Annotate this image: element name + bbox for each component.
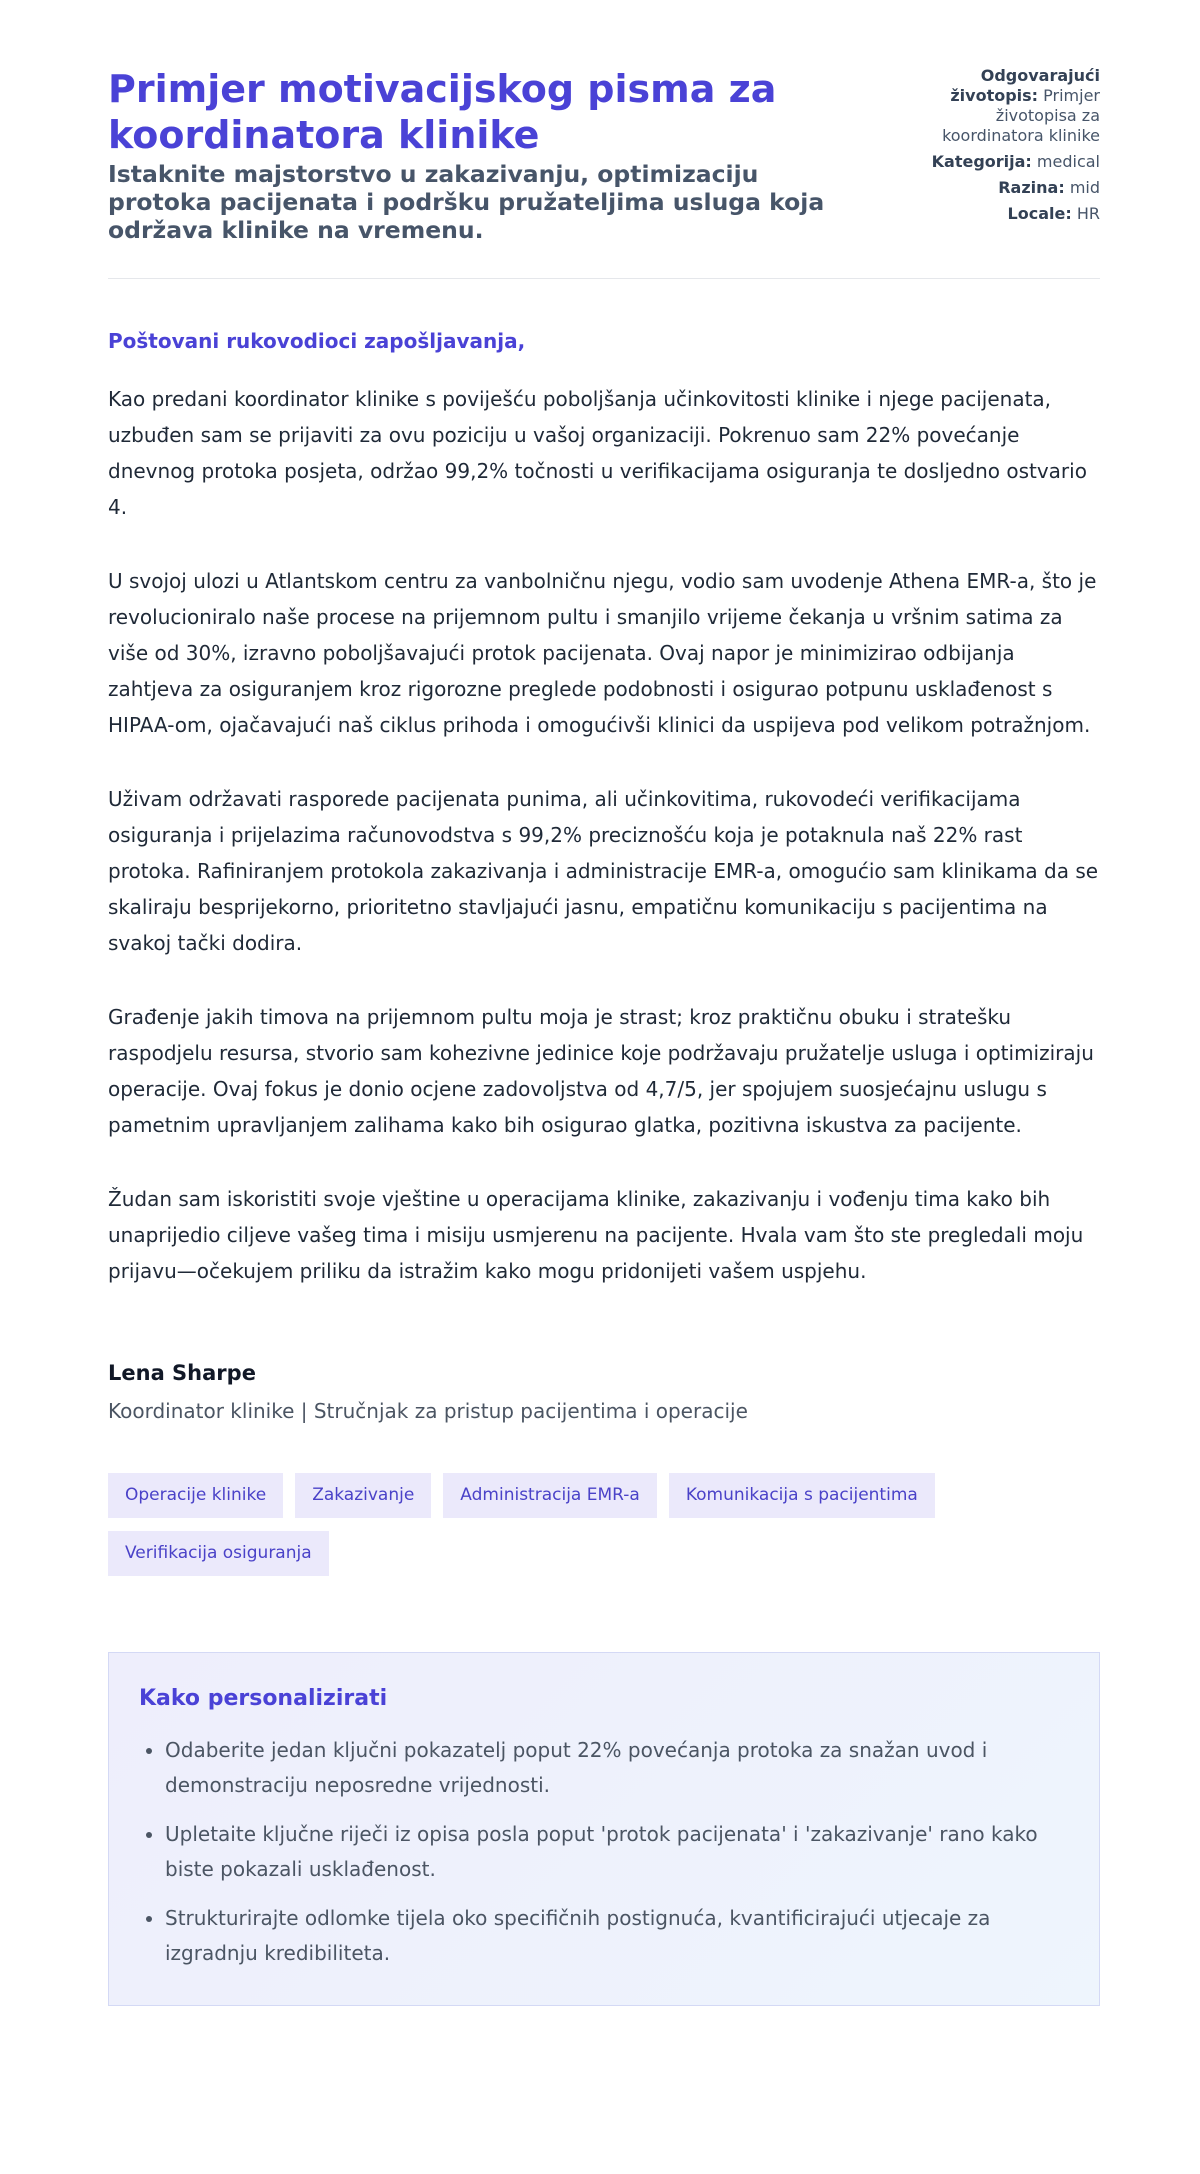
meta-label: Locale: xyxy=(1007,204,1072,223)
meta-value: Primjer životopisa za koordinatora klinike xyxy=(942,86,1100,145)
skill-tag: Zakazivanje xyxy=(295,1473,431,1518)
personalization-tips xyxy=(108,1652,1100,2006)
signature-name: Lena Sharpe xyxy=(108,1361,256,1385)
page-title: Primjer motivacijskog pisma za koordinatora klinike xyxy=(108,67,777,157)
meta-value: medical xyxy=(1036,152,1100,171)
tip-item: • Upletaite ključne riječi iz opisa posla poput 'protok pacijenata' i 'zakazivanje' rano kako biste pokazali usklađenost. xyxy=(165,1817,1069,1887)
letter-paragraph: Žudan sam iskoristiti svoje vještine u operacijama klinike, zakazivanju i vođenju tima kako bih unaprijedio ciljeve vašeg tima i misiju usmjerenu na pacijente. Hvala vam što ste pregledali moju prijavu—očekujem priliku da istražim kako mogu pridonijeti vašem uspjehu. xyxy=(108,1187,1084,1283)
letter-body xyxy=(108,381,1100,1289)
meta-label: Kategorija: xyxy=(931,152,1032,171)
skill-tag: Operacije klinike xyxy=(108,1473,283,1518)
letter-paragraph: Kao predani koordinator klinike s poviješću poboljšanja učinkovitosti klinike i njege pacijenata, uzbuđen sam se prijaviti za ovu poziciju u vašoj organizaciji. Pokrenuo sam 22% povećanje dnevnog protoka posjeta, održao 99,2% točnosti u verifikacijama osiguranja te dosljedno ostvario 4. xyxy=(108,387,1087,519)
page-subtitle: Istaknite majstorstvo u zakazivanju, optimizaciju protoka pacijenata i podršku pružateljima usluga koja održava klinike na vremenu. xyxy=(108,160,825,244)
tip-item: • Odaberite jedan ključni pokazatelj poput 22% povećanja protoka za snažan uvod i demonstraciju neposredne vrijednosti. xyxy=(165,1733,1069,1803)
skill-tag: Verifikacija osiguranja xyxy=(108,1531,329,1576)
meta-label: Razina: xyxy=(998,178,1065,197)
tips-list xyxy=(139,1733,1069,1971)
letter-paragraph: Uživam održavati rasporede pacijenata punima, ali učinkovitima, rukovodeći verifikacijama osiguranja i prijelazima računovodstva s 99,2% preciznošću koja je potaknula naš 22% rast protoka. Rafiniranjem protokola zakazivanja i administracije EMR-a, omogućio sam klinikama da se skaliraju besprijekorno, prioritetno stavljajući jasnu, empatičnu komunikaciju s pacijentima na svakoj tački dodira. xyxy=(108,787,1099,955)
title-block xyxy=(108,66,848,244)
skill-tag: Komunikacija s pacijentima xyxy=(669,1473,935,1518)
meta-locale xyxy=(910,204,1100,224)
tips-title: Kako personalizirati xyxy=(139,1686,388,1711)
tip-item: • Strukturirajte odlomke tijela oko specifičnih postignuća, kvantificirajući utjecaje za izgradnju kredibiliteta. xyxy=(165,1901,1069,1971)
letter-paragraph: Građenje jakih timova na prijemnom pultu moja je strast; kroz praktičnu obuku i stratešku raspodjelu resursa, stvorio sam kohezivne jedinice koje podržavaju pružatelje usluga i optimiziraju operacije. Ovaj fokus je donio ocjene zadovoljstva od 4,7/5, jer spojujem suosjećajnu uslugu s pametnim upravljanjem zalihama kako bih osigurao glatka, pozitivna iskustva za pacijente. xyxy=(108,1005,1094,1137)
skill-tag: Administracija EMR-a xyxy=(443,1473,657,1518)
meta-value: mid xyxy=(1069,178,1100,197)
letter-paragraph: U svojoj ulozi u Atlantskom centru za vanbolničnu njegu, vodio sam uvodenje Athena EMR-a, što je revolucioniralo naše procese na prijemnom pultu i smanjilo vrijeme čekanja u vršnim satima za više od 30%, izravno poboljšavajući protok pacijenata. Ovaj napor je minimizirao odbijanja zahtjeva za osiguranjem kroz rigorozne preglede podobnosti i osigurao potpunu usklađenost s HIPAA-om, ojačavajući naš ciklus prihoda i omogućivši klinici da uspijeva pod velikom potražnjom. xyxy=(108,569,1097,737)
meta-category xyxy=(910,152,1100,172)
cover-letter-page xyxy=(108,0,1100,2006)
meta-value: HR xyxy=(1076,204,1100,223)
meta-level xyxy=(910,178,1100,198)
meta-info xyxy=(910,66,1100,244)
meta-label: Odgovarajući životopis: xyxy=(950,66,1100,105)
letter-greeting: Poštovani rukovodioci zapošljavanja, xyxy=(108,329,526,353)
meta-resume xyxy=(910,66,1100,146)
page-header xyxy=(108,0,1100,279)
skill-tags xyxy=(108,1473,1008,1576)
signature-title: Koordinator klinike | Stručnjak za pristup pacijentima i operacije xyxy=(108,1399,748,1423)
